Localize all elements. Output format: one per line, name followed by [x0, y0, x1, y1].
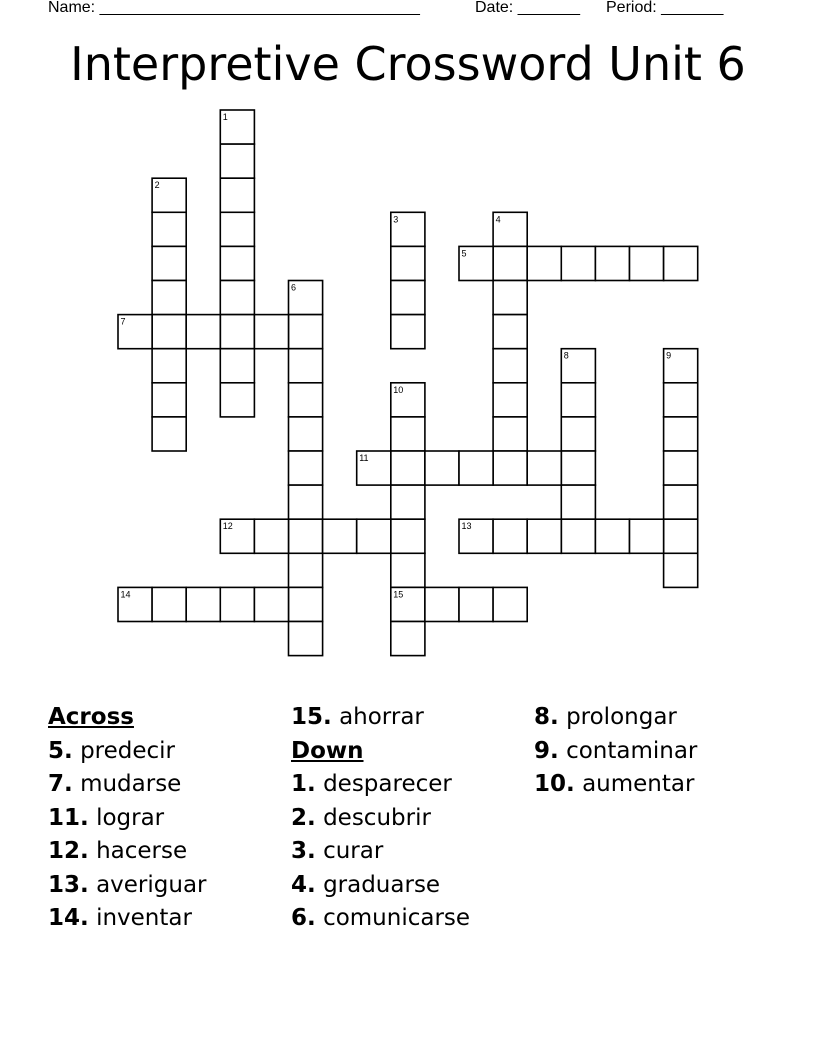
grid-cell[interactable] — [220, 178, 254, 212]
clue-down-6 — [291, 902, 470, 936]
grid-cell[interactable] — [254, 587, 288, 621]
clue-down-9 — [534, 735, 697, 769]
grid-cell[interactable] — [493, 246, 527, 280]
grid-cell[interactable] — [220, 281, 254, 315]
grid-cell[interactable] — [357, 519, 391, 553]
grid-cell[interactable] — [152, 417, 186, 451]
clue-column-1 — [48, 701, 207, 936]
grid-cell[interactable] — [664, 349, 698, 383]
grid-cell[interactable] — [493, 212, 527, 246]
grid-cell[interactable] — [152, 246, 186, 280]
grid-cell[interactable] — [459, 587, 493, 621]
grid-cell[interactable] — [493, 587, 527, 621]
grid-cell[interactable] — [254, 519, 288, 553]
clue-column-3 — [534, 701, 697, 802]
grid-cell[interactable] — [289, 417, 323, 451]
clue-text: mudarse — [80, 771, 182, 797]
clue-number-label: 12 — [222, 521, 233, 532]
grid-cell[interactable] — [391, 485, 425, 519]
grid-cell[interactable] — [152, 315, 186, 349]
period-field-label: Period: _______ — [606, 0, 724, 16]
grid-cell[interactable] — [289, 383, 323, 417]
clue-text: predecir — [80, 737, 176, 764]
grid-cell[interactable] — [561, 349, 595, 383]
grid-cell[interactable] — [289, 281, 323, 315]
grid-cell[interactable] — [391, 281, 425, 315]
grid-cell[interactable] — [595, 519, 629, 553]
clue-number-label: 2 — [154, 180, 160, 191]
grid-cell[interactable] — [357, 451, 391, 485]
clue-text: averiguar — [96, 871, 207, 898]
grid-cell[interactable] — [664, 451, 698, 485]
clue-number: 9. — [534, 737, 559, 764]
grid-cell[interactable] — [289, 451, 323, 485]
clue-across-5 — [48, 735, 207, 769]
clue-text: hacerse — [96, 838, 188, 864]
clue-text: desparecer — [323, 771, 452, 797]
grid-cell[interactable] — [493, 315, 527, 349]
clue-number: 14. — [48, 905, 89, 931]
date-field-label: Date: _______ — [475, 0, 580, 16]
grid-cell[interactable] — [152, 178, 186, 212]
grid-cell[interactable] — [220, 587, 254, 621]
grid-cell[interactable] — [289, 553, 323, 587]
clue-number: 2. — [291, 804, 316, 831]
clue-number-label: 14 — [120, 589, 131, 600]
grid-cell[interactable] — [561, 451, 595, 485]
grid-cell[interactable] — [152, 212, 186, 246]
grid-cell[interactable] — [459, 519, 493, 553]
grid-cell[interactable] — [323, 519, 357, 553]
grid-cell[interactable] — [527, 246, 561, 280]
grid-cell[interactable] — [493, 383, 527, 417]
clue-number: 7. — [48, 771, 73, 797]
grid-cell[interactable] — [630, 519, 664, 553]
clue-text: comunicarse — [323, 905, 471, 931]
grid-cell[interactable] — [595, 246, 629, 280]
grid-cell[interactable] — [493, 519, 527, 553]
clue-number-label: 6 — [291, 282, 297, 293]
grid-cell[interactable] — [459, 246, 493, 280]
grid-cell[interactable] — [118, 587, 152, 621]
grid-cell[interactable] — [220, 315, 254, 349]
clue-number-label: 4 — [495, 214, 501, 225]
grid-cell[interactable] — [220, 144, 254, 178]
grid-cell[interactable] — [289, 315, 323, 349]
clue-number-label: 9 — [666, 350, 672, 361]
clue-text: descubrir — [323, 804, 431, 831]
grid-cell[interactable] — [186, 315, 220, 349]
grid-cell[interactable] — [152, 383, 186, 417]
grid-cell[interactable] — [664, 383, 698, 417]
clue-number-label: 1 — [222, 112, 228, 122]
worksheet-header — [48, 0, 748, 19]
grid-cell[interactable] — [664, 417, 698, 451]
grid-cell[interactable] — [493, 349, 527, 383]
clue-text: curar — [323, 838, 384, 864]
name-field-label: Name: ____________________________________ — [48, 0, 420, 16]
clue-down-8 — [534, 701, 697, 735]
grid-cell[interactable] — [561, 383, 595, 417]
grid-cell[interactable] — [220, 383, 254, 417]
grid-cell[interactable] — [391, 451, 425, 485]
grid-cell[interactable] — [561, 519, 595, 553]
clue-column-2 — [291, 701, 470, 936]
clue-down-4 — [291, 869, 470, 903]
grid-cell[interactable] — [630, 246, 664, 280]
clue-text: prolongar — [566, 704, 677, 730]
grid-cell[interactable] — [493, 451, 527, 485]
grid-cell[interactable] — [289, 622, 323, 656]
clue-across-11 — [48, 802, 207, 836]
grid-cell[interactable] — [527, 519, 561, 553]
clue-text: inventar — [96, 905, 192, 931]
clue-across-14 — [48, 902, 207, 936]
clue-number-label: 15 — [393, 589, 404, 600]
grid-cell[interactable] — [425, 587, 459, 621]
grid-cell[interactable] — [220, 246, 254, 280]
grid-cell[interactable] — [391, 519, 425, 553]
clue-down-3 — [291, 835, 470, 869]
grid-cell[interactable] — [289, 349, 323, 383]
clue-down-1 — [291, 768, 470, 802]
grid-cell[interactable] — [220, 110, 254, 144]
grid-cell[interactable] — [459, 451, 493, 485]
grid-cell[interactable] — [664, 246, 698, 280]
clue-down-2 — [291, 802, 470, 836]
grid-cell[interactable] — [118, 315, 152, 349]
clue-number-label: 8 — [563, 350, 569, 361]
grid-cell[interactable] — [391, 587, 425, 621]
clue-text: lograr — [96, 804, 165, 831]
clue-number-label: 11 — [359, 453, 369, 463]
grid-cell[interactable] — [561, 485, 595, 519]
grid-cell[interactable] — [664, 553, 698, 587]
grid-cell[interactable] — [493, 281, 527, 315]
grid-cell[interactable] — [664, 519, 698, 553]
grid-cell[interactable] — [220, 349, 254, 383]
clue-across-7 — [48, 768, 207, 802]
clue-number: 11. — [48, 804, 89, 831]
clue-number: 1. — [291, 771, 316, 797]
clue-number: 3. — [291, 838, 316, 864]
clue-across-15 — [291, 701, 470, 735]
grid-cell[interactable] — [289, 587, 323, 621]
clue-number: 8. — [534, 704, 559, 730]
clue-number-label: 7 — [120, 316, 126, 327]
grid-cell[interactable] — [220, 519, 254, 553]
clue-across-12 — [48, 835, 207, 869]
grid-cell[interactable] — [152, 281, 186, 315]
clue-number-label: 10 — [393, 384, 404, 395]
grid-cell[interactable] — [391, 622, 425, 656]
grid-cell[interactable] — [493, 417, 527, 451]
clue-number: 6. — [291, 905, 316, 931]
page-title: Interpretive Crossword Unit 6 — [70, 37, 746, 91]
clue-text: contaminar — [566, 737, 698, 764]
clue-number-label: 5 — [461, 248, 467, 259]
clue-number: 5. — [48, 737, 73, 764]
clue-number: 4. — [291, 871, 316, 898]
grid-cell[interactable] — [561, 246, 595, 280]
grid-cell[interactable] — [391, 246, 425, 280]
grid-cell[interactable] — [391, 383, 425, 417]
grid-cell[interactable] — [220, 212, 254, 246]
grid-cell[interactable] — [289, 519, 323, 553]
across-heading: Across — [48, 704, 134, 730]
grid-cell[interactable] — [664, 485, 698, 519]
clue-number: 10. — [534, 771, 575, 797]
clue-number: 15. — [291, 704, 332, 730]
grid-cell[interactable] — [391, 315, 425, 349]
down-heading: Down — [291, 737, 364, 764]
clue-across-13 — [48, 869, 207, 903]
clue-number: 13. — [48, 871, 89, 898]
clue-number: 12. — [48, 838, 89, 864]
grid-cell[interactable] — [152, 349, 186, 383]
grid-cell[interactable] — [561, 417, 595, 451]
grid-cell[interactable] — [152, 587, 186, 621]
clue-number-label: 13 — [461, 521, 472, 532]
clue-down-10 — [534, 768, 697, 802]
clue-text: aumentar — [582, 771, 695, 797]
grid-cell[interactable] — [254, 315, 288, 349]
grid-cell[interactable] — [289, 485, 323, 519]
clue-text: ahorrar — [339, 704, 424, 730]
grid-cell[interactable] — [527, 451, 561, 485]
grid-cell[interactable] — [186, 587, 220, 621]
clue-text: graduarse — [323, 871, 441, 898]
grid-cell[interactable] — [425, 451, 459, 485]
grid-cell[interactable] — [391, 417, 425, 451]
grid-cell[interactable] — [391, 553, 425, 587]
clue-number-label: 3 — [393, 214, 399, 225]
grid-cell[interactable] — [391, 212, 425, 246]
